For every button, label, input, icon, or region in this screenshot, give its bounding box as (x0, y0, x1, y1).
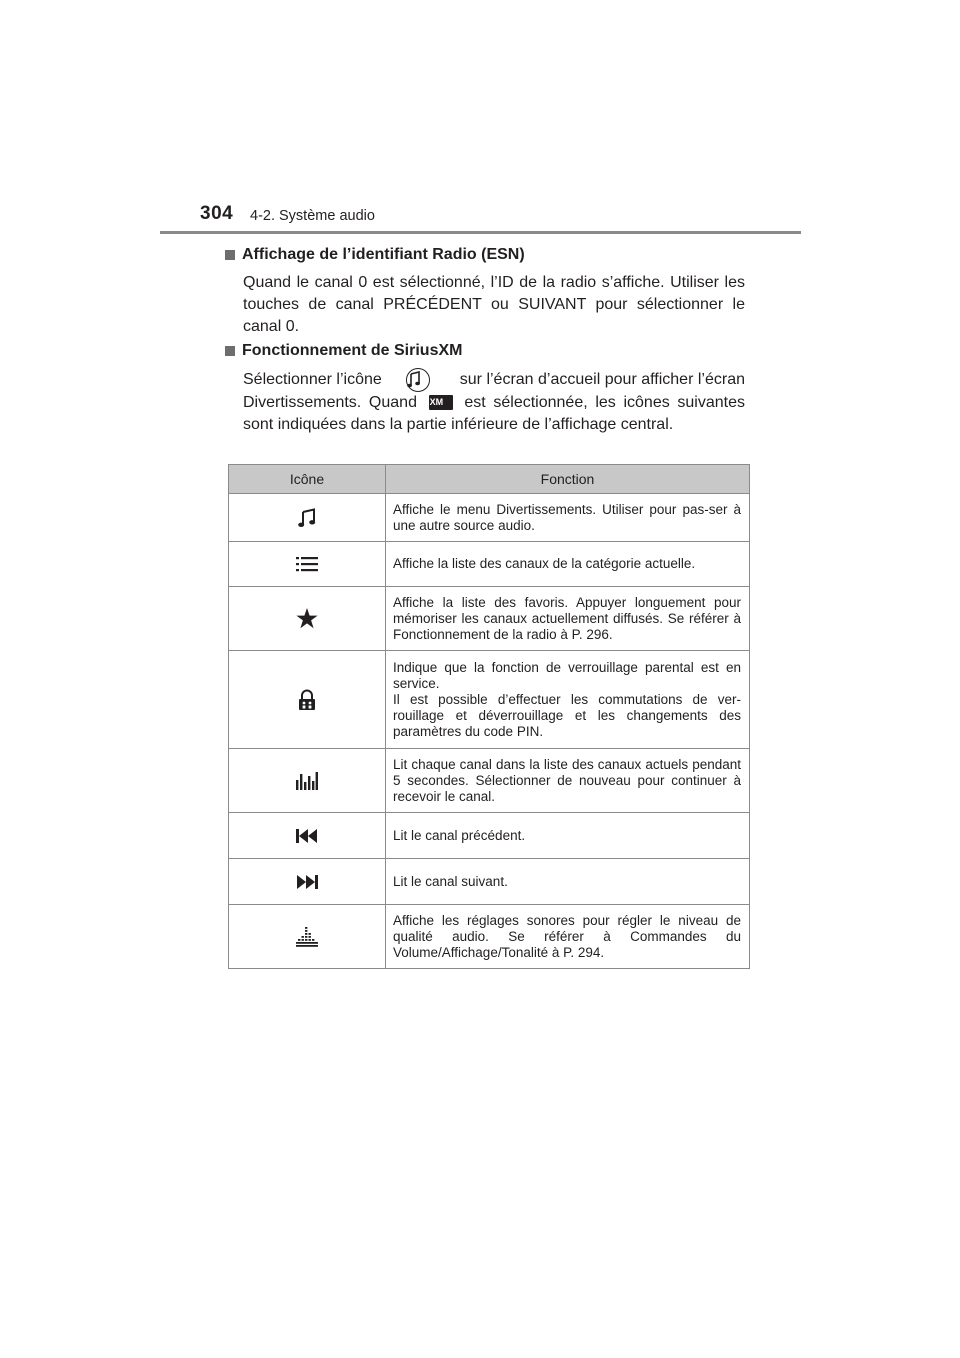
section-text-esn: Quand le canal 0 est sélectionné, l’ID de la radio s’affiche. Utiliser les touches de canal PRÉCÉDENT ou SUIVANT pour sélectionner le canal 0. (243, 274, 745, 335)
square-bullet-icon (225, 250, 235, 260)
music-note-icon (298, 508, 316, 528)
list-icon (296, 556, 318, 572)
table-row (229, 587, 750, 651)
section-siriusxm (225, 340, 745, 436)
icon-function-table (228, 464, 750, 969)
function-text: Affiche le menu Divertissements. Utiliser pour pas-ser à une autre source audio. (386, 494, 750, 542)
parental-lock-icon (298, 689, 316, 711)
music-note-icon (406, 368, 430, 392)
function-text: Affiche les réglages sonores pour régler le niveau de qualité audio. Se référer à Commandes du Volume/Affichage/Tonalité à P. 294. (386, 905, 750, 969)
function-text: Indique que la fonction de verrouillage parental est en service. Il est possible d’effectuer les commutations de ver-rouillage et déverrouillage et les changements des paramètres du code PIN. (386, 651, 750, 749)
function-text: Lit le canal précédent. (386, 813, 750, 859)
page-number: 304 (200, 203, 234, 224)
header-rule (160, 231, 801, 234)
previous-track-icon (296, 829, 318, 843)
square-bullet-icon (225, 346, 235, 356)
next-track-icon (296, 875, 318, 889)
table-row (229, 905, 750, 969)
xm-badge: XM (429, 395, 453, 410)
table-row (229, 813, 750, 859)
chapter-title: 4-2. Système audio (250, 208, 375, 224)
column-header-function: Fonction (386, 465, 750, 494)
function-text: Affiche la liste des canaux de la catégorie actuelle. (386, 542, 750, 587)
table-row (229, 494, 750, 542)
function-text: Affiche la liste des favoris. Appuyer longuement pour mémoriser les canaux actuellement diffusés. Se référer à Fonctionnement de la radio à P. 296. (386, 587, 750, 651)
section-title-esn: Affichage de l’identifiant Radio (ESN) (225, 244, 745, 266)
section-esn (225, 244, 745, 338)
function-text: Lit le canal suivant. (386, 859, 750, 905)
star-icon (296, 608, 318, 629)
table-row (229, 542, 750, 587)
scan-icon (296, 772, 318, 790)
function-text: Lit chaque canal dans la liste des canaux actuels pendant 5 secondes. Sélectionner de nouveau pour continuer à recevoir le canal. (386, 749, 750, 813)
column-header-icon: Icône (229, 465, 386, 494)
section-text-siriusxm: Sélectionner l’icône sur l’écran d’accueil pour afficher l’écran Divertissements. Quand XM est sélectionnée, les icônes suivantes sont indiquées dans la partie inférieure de l’affichage central. (243, 368, 745, 436)
table-header-row (229, 465, 750, 494)
table-row (229, 749, 750, 813)
equalizer-icon (296, 927, 318, 947)
section-title-siriusxm: Fonctionnement de SiriusXM (225, 340, 745, 362)
table-row (229, 651, 750, 749)
table-row (229, 859, 750, 905)
